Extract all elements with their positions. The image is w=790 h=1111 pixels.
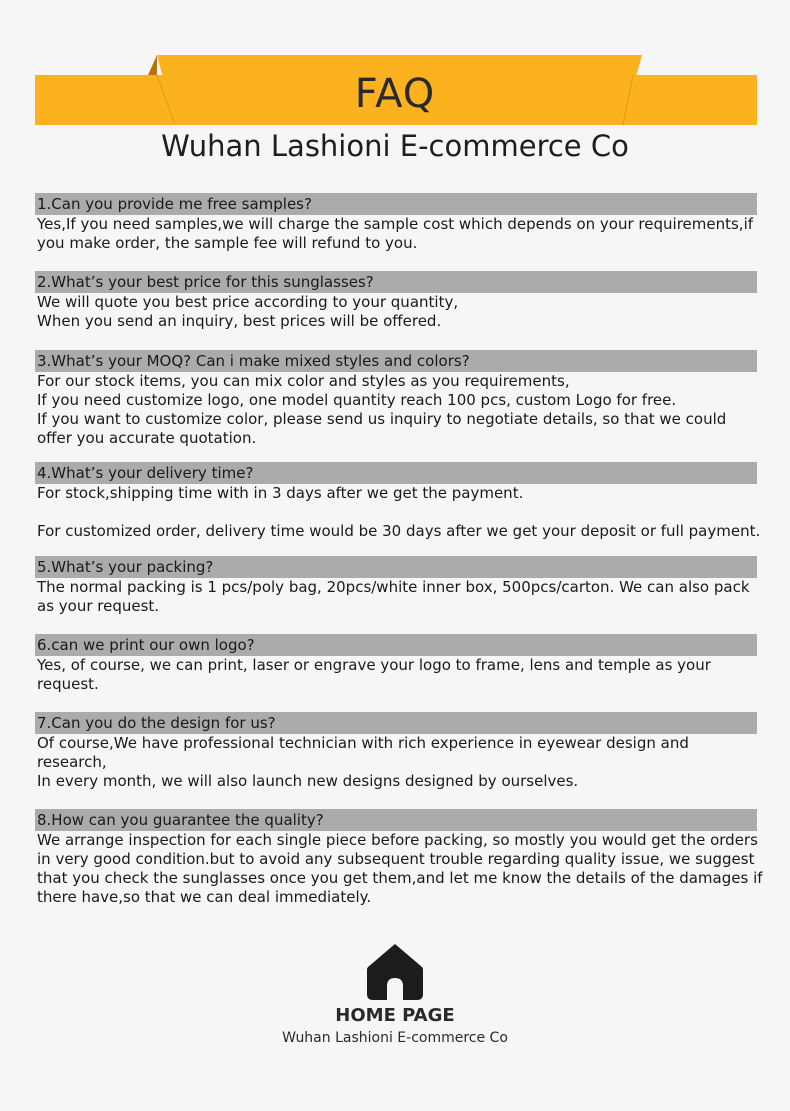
faq-question: 6.can we print our own logo? xyxy=(35,634,757,656)
answer-line: you make order, the sample fee will refund to you. xyxy=(37,234,418,252)
answer-line: Of course,We have professional technician with rich experience in eyewear design and xyxy=(37,734,689,752)
page-title: FAQ xyxy=(354,71,436,117)
home-page-link[interactable] xyxy=(0,940,790,1048)
answer-line: We will quote you best price according to your quantity, xyxy=(37,293,459,311)
answer-line: that you check the sunglasses once you get them,and let me know the details of the damages if xyxy=(37,869,763,887)
answer-line: We arrange inspection for each single piece before packing, so mostly you would get the orders xyxy=(37,831,758,849)
home-page-company: Wuhan Lashioni E-commerce Co xyxy=(282,1030,508,1046)
faq-item xyxy=(35,462,761,541)
answer-line: request. xyxy=(37,675,99,693)
faq-answer xyxy=(35,484,761,541)
answer-line: In every month, we will also launch new designs designed by ourselves. xyxy=(37,772,579,790)
answer-line: If you want to customize color, please send us inquiry to negotiate details, so that we could xyxy=(37,410,727,428)
answer-line: The normal packing is 1 pcs/poly bag, 20pcs/white inner box, 500pcs/carton. We can also pack xyxy=(37,578,750,596)
answer-line: offer you accurate quotation. xyxy=(37,429,257,447)
faq-item xyxy=(35,634,757,694)
answer-line: If you need customize logo, one model quantity reach 100 pcs, custom Logo for free. xyxy=(37,391,677,409)
answer-line: Yes, of course, we can print, laser or engrave your logo to frame, lens and temple as your xyxy=(37,656,711,674)
faq-item xyxy=(35,193,757,253)
faq-answer xyxy=(35,656,757,694)
answer-line: Yes,If you need samples,we will charge the sample cost which depends on your requirements,if xyxy=(37,215,754,233)
answer-line: For customized order, delivery time would be 30 days after we get your deposit or full payment. xyxy=(37,522,761,540)
faq-question: 2.What’s your best price for this sunglasses? xyxy=(35,271,757,293)
company-title: Wuhan Lashioni E-commerce Co xyxy=(161,129,629,163)
faq-question: 8.How can you guarantee the quality? xyxy=(35,809,757,831)
faq-question: 7.Can you do the design for us? xyxy=(35,712,757,734)
answer-line: in very good condition.but to avoid any subsequent trouble regarding quality issue, we suggest xyxy=(37,850,755,868)
faq-question: 4.What’s your delivery time? xyxy=(35,462,757,484)
faq-item xyxy=(35,271,757,331)
house-icon[interactable] xyxy=(365,940,425,1000)
answer-line: there have,so that we can deal immediately. xyxy=(37,888,372,906)
faq-list xyxy=(35,193,763,907)
home-page-label[interactable]: HOME PAGE xyxy=(335,1005,455,1026)
answer-line: For our stock items, you can mix color and styles as you requirements, xyxy=(37,372,570,390)
faq-answer xyxy=(35,372,757,448)
answer-line: as your request. xyxy=(37,597,160,615)
answer-line: For stock,shipping time with in 3 days after we get the payment. xyxy=(37,484,524,502)
faq-question: 1.Can you provide me free samples? xyxy=(35,193,757,215)
faq-item xyxy=(35,556,757,616)
faq-answer xyxy=(35,831,763,907)
faq-item xyxy=(35,712,757,791)
faq-item xyxy=(35,350,757,448)
faq-answer xyxy=(35,734,757,791)
faq-question: 3.What’s your MOQ? Can i make mixed styles and colors? xyxy=(35,350,757,372)
faq-answer xyxy=(35,578,757,616)
answer-line: When you send an inquiry, best prices will be offered. xyxy=(37,312,442,330)
faq-answer xyxy=(35,215,757,253)
faq-answer xyxy=(35,293,757,331)
faq-question: 5.What’s your packing? xyxy=(35,556,757,578)
answer-line xyxy=(37,503,757,522)
answer-line: research, xyxy=(37,753,107,771)
faq-item xyxy=(35,809,763,907)
